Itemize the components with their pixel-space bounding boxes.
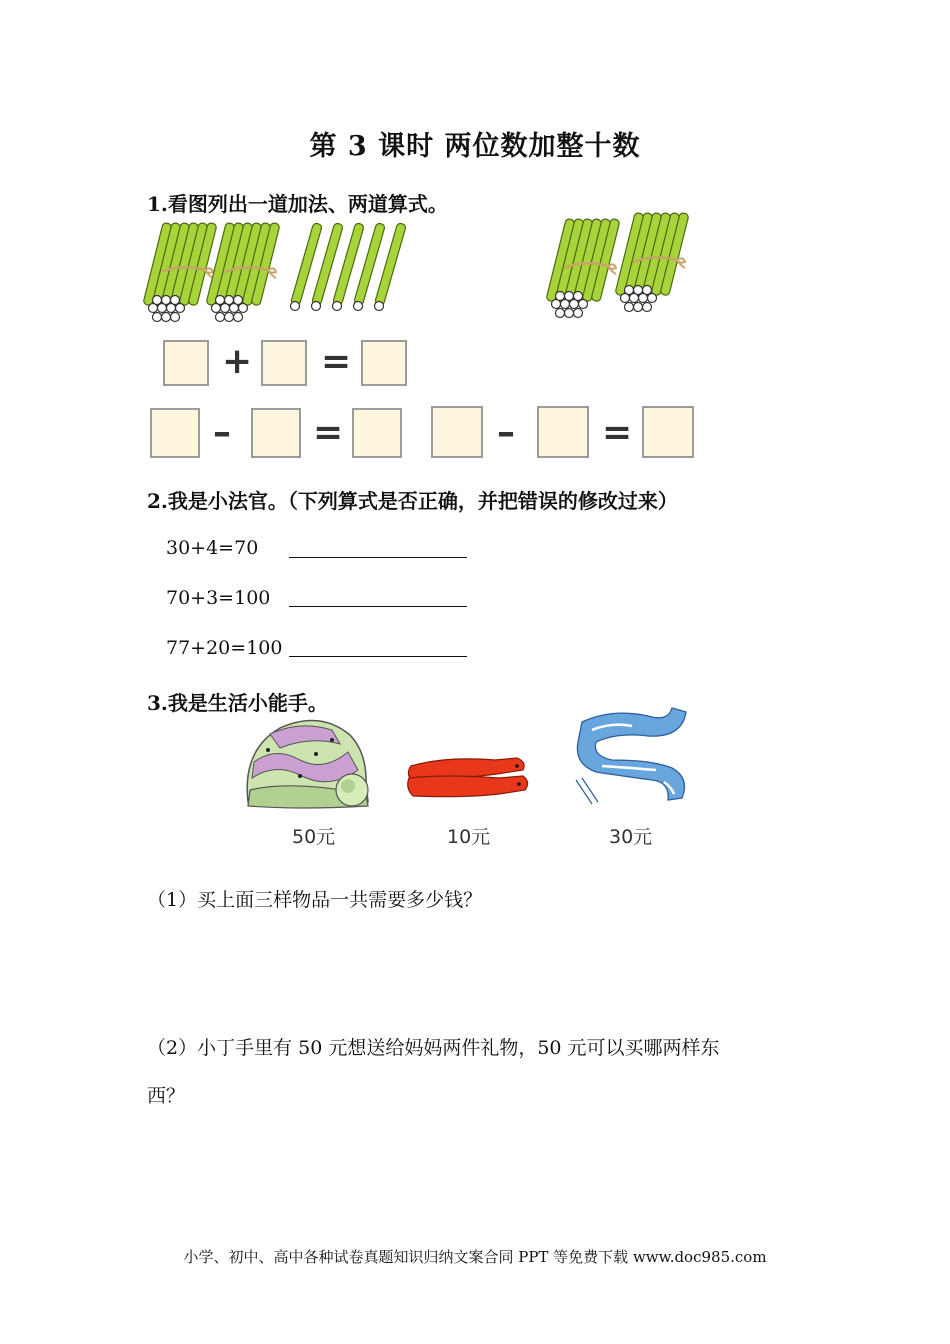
subquestion-1: （1）买上面三样物品一共需要多少钱？ bbox=[147, 889, 483, 911]
correction-line-3[interactable] bbox=[289, 656, 467, 657]
answer-box[interactable] bbox=[537, 406, 589, 458]
price-scarf: 30元 bbox=[609, 826, 653, 848]
question-3-label: 3.我是生活小能手。 bbox=[147, 691, 328, 715]
minus-sign: – bbox=[497, 412, 515, 453]
subquestion-2-line-1: （2）小丁手里有 50 元想送给妈妈两件礼物，50 元可以买哪两样东 bbox=[147, 1037, 720, 1059]
answer-box[interactable] bbox=[251, 408, 301, 458]
minus-sign: – bbox=[213, 412, 231, 453]
hat-image bbox=[240, 710, 388, 810]
gloves-image bbox=[405, 752, 533, 800]
equals-sign: = bbox=[321, 341, 352, 382]
equation-3: 77+20=100 bbox=[166, 637, 283, 659]
answer-box[interactable] bbox=[163, 340, 209, 386]
subquestion-2-line-2: 西？ bbox=[147, 1085, 186, 1107]
equals-sign: = bbox=[313, 412, 344, 453]
answer-box[interactable] bbox=[361, 340, 407, 386]
equation-1: 30+4=70 bbox=[166, 537, 259, 559]
footer-text: 小学、初中、高中各种试卷真题知识归纳文案合同 PPT 等免费下载 www.doc985.com bbox=[183, 1248, 767, 1266]
equals-sign: = bbox=[602, 412, 633, 453]
stick-bundles-right-image bbox=[545, 206, 715, 330]
question-1-label: 1.看图列出一道加法、两道算式。 bbox=[147, 192, 448, 216]
answer-box[interactable] bbox=[352, 408, 402, 458]
equation-2: 70+3=100 bbox=[166, 587, 271, 609]
scarf-image bbox=[572, 702, 694, 812]
price-gloves: 10元 bbox=[447, 826, 491, 848]
correction-line-1[interactable] bbox=[289, 557, 467, 558]
price-hat: 50元 bbox=[292, 826, 336, 848]
question-2-label: 2.我是小法官。（下列算式是否正确，并把错误的修改过来） bbox=[147, 489, 678, 513]
answer-box[interactable] bbox=[431, 406, 483, 458]
answer-box[interactable] bbox=[261, 340, 307, 386]
correction-line-2[interactable] bbox=[289, 606, 467, 607]
answer-box[interactable] bbox=[150, 408, 200, 458]
single-sticks-image bbox=[282, 218, 422, 326]
answer-box[interactable] bbox=[642, 406, 694, 458]
plus-sign: + bbox=[222, 341, 253, 382]
page-title: 第 3 课时 两位数加整十数 bbox=[309, 131, 641, 162]
